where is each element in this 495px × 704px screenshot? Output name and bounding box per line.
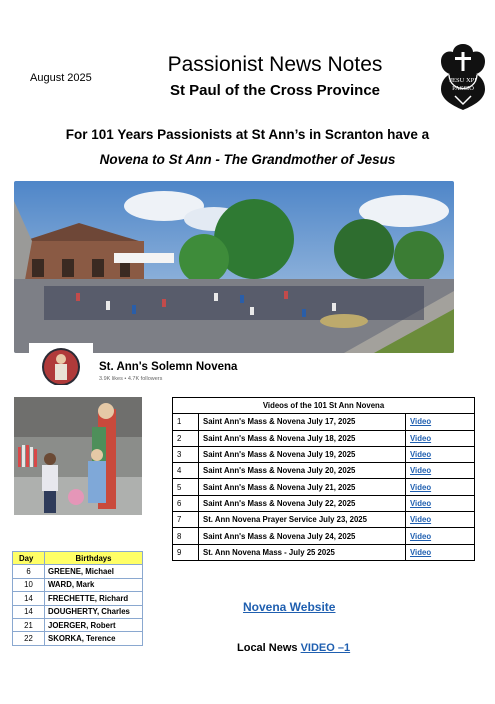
seal-text-top: JESU XPI <box>449 77 477 84</box>
birthdays-table <box>12 551 143 646</box>
birthday-day: 22 <box>13 632 45 645</box>
video-row-link-cell <box>406 528 475 544</box>
birthday-day: 14 <box>13 605 45 618</box>
videos-table <box>172 397 475 561</box>
video-row <box>173 463 475 479</box>
video-row-number: 7 <box>173 512 199 528</box>
video-row-title: St. Ann Novena Mass - July 25 2025 <box>199 544 406 560</box>
video-link[interactable]: Video <box>410 482 432 492</box>
video-row-title: St. Ann Novena Prayer Service July 23, 2025 <box>199 512 406 528</box>
video-row-link-cell <box>406 495 475 511</box>
video-link[interactable]: Video <box>410 466 432 476</box>
facebook-page-stats: 3.9K likes • 4.7K followers <box>99 376 163 382</box>
facebook-profile-avatar[interactable] <box>29 343 93 385</box>
video-row-title: Saint Ann's Mass & Novena July 19, 2025 <box>199 446 406 462</box>
passionist-seal-logo <box>440 43 486 111</box>
video-link[interactable]: Video <box>410 498 432 508</box>
birthday-row <box>13 565 143 578</box>
video-row-number: 4 <box>173 463 199 479</box>
video-row <box>173 430 475 446</box>
birthday-name: WARD, Mark <box>45 578 143 591</box>
birthday-row <box>13 605 143 618</box>
birthday-name: FRECHETTE, Richard <box>45 592 143 605</box>
video-link[interactable]: Video <box>410 531 432 541</box>
birthdays-header-row <box>13 552 143 565</box>
video-row-title: Saint Ann's Mass & Novena July 22, 2025 <box>199 495 406 511</box>
video-row-number: 5 <box>173 479 199 495</box>
video-row-link-cell <box>406 479 475 495</box>
st-ann-statue-photo <box>14 397 142 515</box>
birthday-row <box>13 618 143 631</box>
video-row-title: Saint Ann's Mass & Novena July 20, 2025 <box>199 463 406 479</box>
birthday-name: JOERGER, Robert <box>45 618 143 631</box>
video-row-number: 2 <box>173 430 199 446</box>
video-row <box>173 479 475 495</box>
video-link[interactable]: Video <box>410 417 432 427</box>
birthday-day: 21 <box>13 618 45 631</box>
video-row-number: 1 <box>173 414 199 430</box>
video-row-link-cell <box>406 414 475 430</box>
video-row-link-cell <box>406 512 475 528</box>
video-row-link-cell <box>406 430 475 446</box>
headline: For 101 Years Passionists at St Ann’s in Scranton have a <box>65 127 430 142</box>
video-row-link-cell <box>406 544 475 560</box>
video-link[interactable]: Video <box>410 450 432 460</box>
headline-italic: Novena to St Ann - The Grandmother of Jesus <box>99 152 396 167</box>
birthdays-day-header: Day <box>13 552 45 565</box>
video-row-title: Saint Ann's Mass & Novena July 17, 2025 <box>199 414 406 430</box>
video-link[interactable]: Video <box>410 515 432 525</box>
video-row <box>173 512 475 528</box>
novena-website-link[interactable]: Novena Website <box>243 600 336 614</box>
local-news-video-link[interactable]: VIDEO –1 <box>300 642 351 654</box>
video-link[interactable]: Video <box>410 433 432 443</box>
video-row-title: Saint Ann's Mass & Novena July 24, 2025 <box>199 528 406 544</box>
newsletter-title: Passionist News Notes <box>167 53 383 76</box>
novena-crowd-photo <box>14 181 454 353</box>
video-row-link-cell <box>406 463 475 479</box>
video-row-number: 9 <box>173 544 199 560</box>
seal-text-bottom: PASSIO <box>452 85 474 92</box>
videos-table-header-row <box>173 398 475 414</box>
videos-table-heading: Videos of the 101 St Ann Novena <box>173 398 475 414</box>
video-row <box>173 544 475 560</box>
newsletter-subtitle: St Paul of the Cross Province <box>169 82 381 99</box>
video-row-title: Saint Ann's Mass & Novena July 21, 2025 <box>199 479 406 495</box>
video-row-number: 8 <box>173 528 199 544</box>
video-link[interactable]: Video <box>410 547 432 557</box>
video-row-number: 3 <box>173 446 199 462</box>
birthday-day: 6 <box>13 565 45 578</box>
birthday-name: SKORKA, Terence <box>45 632 143 645</box>
video-row-title: Saint Ann's Mass & Novena July 18, 2025 <box>199 430 406 446</box>
newsletter-date: August 2025 <box>30 72 92 84</box>
video-row <box>173 414 475 430</box>
video-row <box>173 528 475 544</box>
video-row <box>173 446 475 462</box>
video-row <box>173 495 475 511</box>
birthdays-name-header: Birthdays <box>45 552 143 565</box>
local-news-label: Local News <box>237 642 298 654</box>
local-news-line <box>237 642 350 654</box>
birthday-row <box>13 592 143 605</box>
birthday-name: GREENE, Michael <box>45 565 143 578</box>
video-row-number: 6 <box>173 495 199 511</box>
birthday-row <box>13 578 143 591</box>
video-row-link-cell <box>406 446 475 462</box>
birthday-name: DOUGHERTY, Charles <box>45 605 143 618</box>
birthday-day: 14 <box>13 592 45 605</box>
facebook-page-name[interactable]: St. Ann's Solemn Novena <box>99 361 238 373</box>
birthday-row <box>13 632 143 645</box>
birthday-day: 10 <box>13 578 45 591</box>
